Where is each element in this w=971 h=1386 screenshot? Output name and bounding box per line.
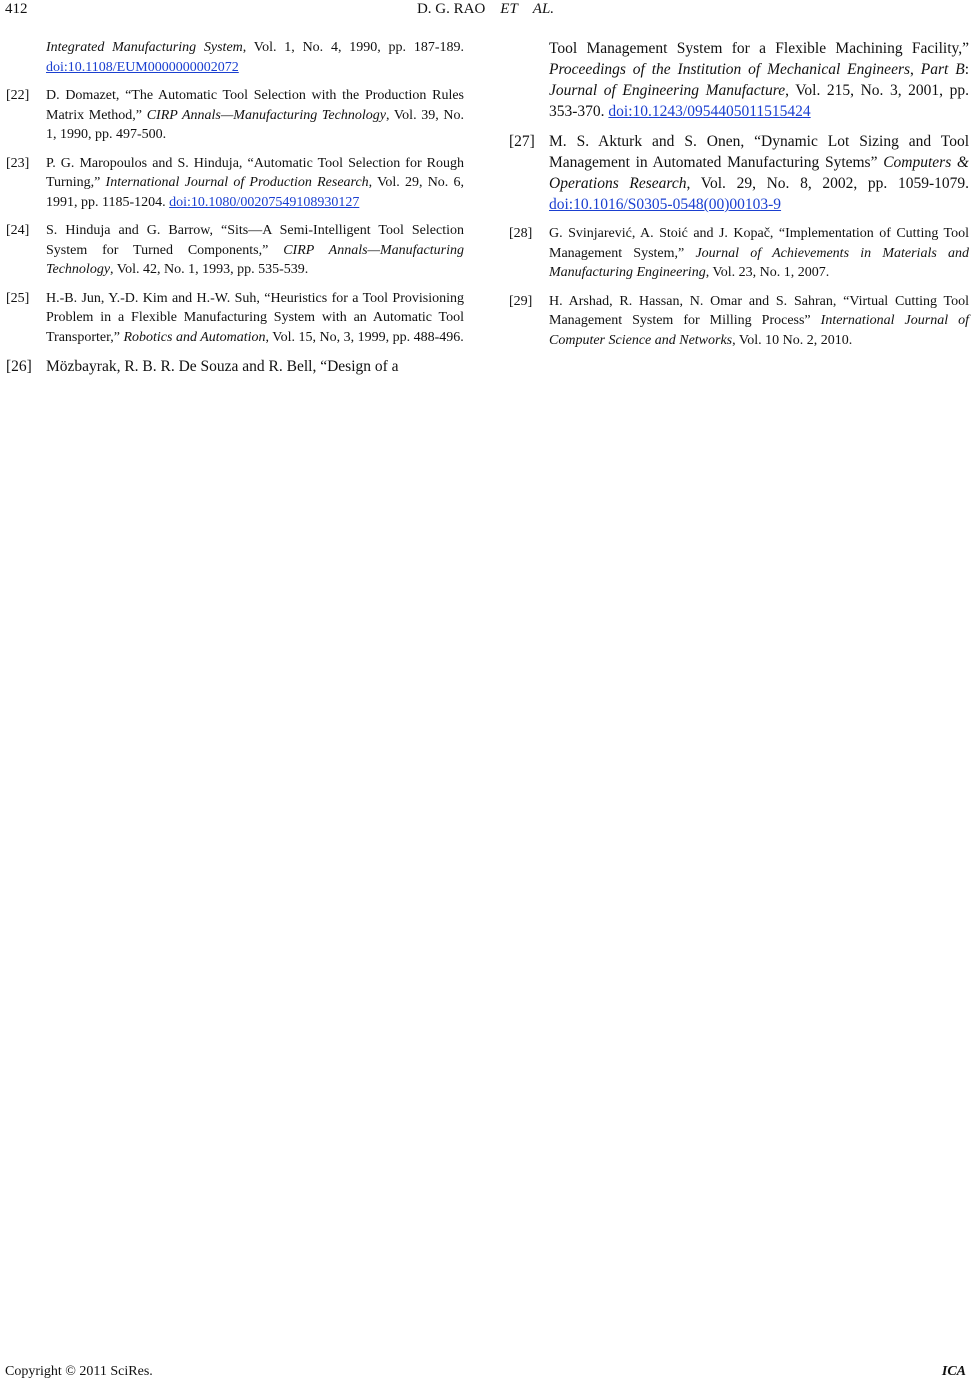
reference-text: D. Domazet, “The Automatic Tool Selection with the Production Rules Matrix Method,”	[46, 88, 464, 123]
running-head-authors: D. G. RAO	[416, 1, 486, 17]
reference-journal: Proceedings of the Institution of Mechanical Engineers	[549, 61, 911, 78]
reference-26	[6, 356, 464, 377]
reference-journal: CIRP Annals—Manufacturing Technology	[146, 107, 386, 123]
reference-details: , Vol. 215, No. 3, 2001, pp. 353-370.	[549, 82, 969, 120]
reference-text: M. S. Akturk and S. Onen, “Dynamic Lot Sizing and Tool Management in Automated Manufacturing Sytems”	[549, 133, 969, 171]
reference-23	[6, 154, 464, 213]
reference-journal: Robotics and Automation	[123, 329, 266, 345]
reference-text: G. Svinjarević, A. Stoić and J. Kopač, “Implementation of Cutting Tool Management System,”	[549, 226, 969, 261]
running-head	[0, 1, 971, 18]
page-number: 412	[5, 1, 28, 17]
left-column	[6, 38, 464, 386]
reference-journal: Journal of Achievements in Materials and Manufacturing Engineering	[549, 245, 969, 280]
reference-number: [26]	[6, 358, 32, 375]
reference-number: [27]	[509, 133, 535, 150]
reference-text: S. Hinduja and G. Barrow, “Sits—A Semi-Intelligent Tool Selection System for Turned Components,”	[46, 223, 464, 258]
reference-details: , Vol. 10 No. 2, 2010.	[732, 332, 853, 348]
reference-details: , Vol. 29, No. 8, 2002, pp. 1059-1079.	[686, 175, 969, 192]
right-column	[509, 38, 969, 359]
reference-28	[509, 224, 969, 283]
doi-link[interactable]: doi:10.1080/00207549108930127	[169, 194, 360, 210]
reference-29	[509, 292, 969, 351]
running-head-et: ET	[500, 1, 518, 17]
reference-24	[6, 221, 464, 280]
reference-26-continued	[509, 38, 969, 122]
reference-25	[6, 289, 464, 348]
reference-separator: ,	[910, 61, 921, 78]
reference-number: [29]	[509, 293, 533, 309]
reference-21-continued	[6, 38, 464, 77]
reference-details: , Vol. 15, No, 3, 1999, pp. 488-496.	[265, 329, 464, 345]
page-footer	[0, 1364, 971, 1386]
doi-link[interactable]: doi:10.1243/0954405011515424	[608, 103, 811, 120]
reference-text: Mözbayrak, R. B. R. De Souza and R. Bell, “Design of a	[46, 358, 399, 375]
reference-27	[509, 131, 969, 215]
reference-details: , Vol. 42, No. 1, 1993, pp. 535-539.	[110, 262, 309, 277]
reference-text: Tool Management System for a Flexible Machining Facility,”	[549, 40, 969, 57]
reference-text: H. Arshad, R. Hassan, N. Omar and S. Sahran, “Virtual Cutting Tool Management System for Milling Process”	[549, 293, 969, 328]
reference-journal-subtitle: Journal of Engineering Manufacture	[549, 82, 786, 99]
reference-journal: International Journal of Computer Science and Networks	[549, 313, 969, 348]
reference-details: , Vol. 23, No. 1, 2007.	[705, 265, 830, 280]
reference-text: , Vol. 1, No. 4, 1990, pp. 187-189.	[242, 40, 464, 55]
running-head-al: AL.	[532, 1, 555, 17]
page-header	[0, 0, 971, 24]
reference-journal: CIRP Annals—Manufacturing Technology	[46, 242, 464, 277]
reference-number: [25]	[6, 290, 30, 306]
reference-separator: :	[964, 61, 970, 78]
reference-details: , Vol. 39, No. 1, 1990, pp. 497-500.	[46, 107, 464, 142]
reference-journal: International Journal of Production Research	[105, 175, 369, 190]
reference-journal: Computers & Operations Research	[549, 154, 969, 192]
reference-text: H.-B. Jun, Y.-D. Kim and H.-W. Suh, “Heuristics for a Tool Provisioning Problem in a Flexible Manufacturing System with an Automatic Tool Transporter,”	[46, 290, 464, 345]
journal-abbreviation: ICA	[941, 1364, 966, 1379]
doi-link[interactable]: doi:10.1108/EUM0000000002072	[46, 59, 239, 75]
reference-number: [22]	[6, 88, 30, 103]
reference-number: [28]	[509, 226, 533, 241]
reference-journal: Integrated Manufacturing System	[46, 40, 243, 55]
reference-text: P. G. Maropoulos and S. Hinduja, “Automatic Tool Selection for Rough Turning,”	[46, 155, 464, 190]
doi-link[interactable]: doi:10.1016/S0305-0548(00)00103-9	[549, 196, 782, 213]
reference-22	[6, 86, 464, 145]
reference-number: [24]	[6, 223, 30, 238]
reference-number: [23]	[6, 155, 30, 171]
copyright-notice: Copyright © 2011 SciRes.	[5, 1364, 153, 1379]
reference-journal-part: Part B	[920, 61, 965, 78]
reference-details: , Vol. 29, No. 6, 1991, pp. 1185-1204.	[46, 175, 464, 210]
